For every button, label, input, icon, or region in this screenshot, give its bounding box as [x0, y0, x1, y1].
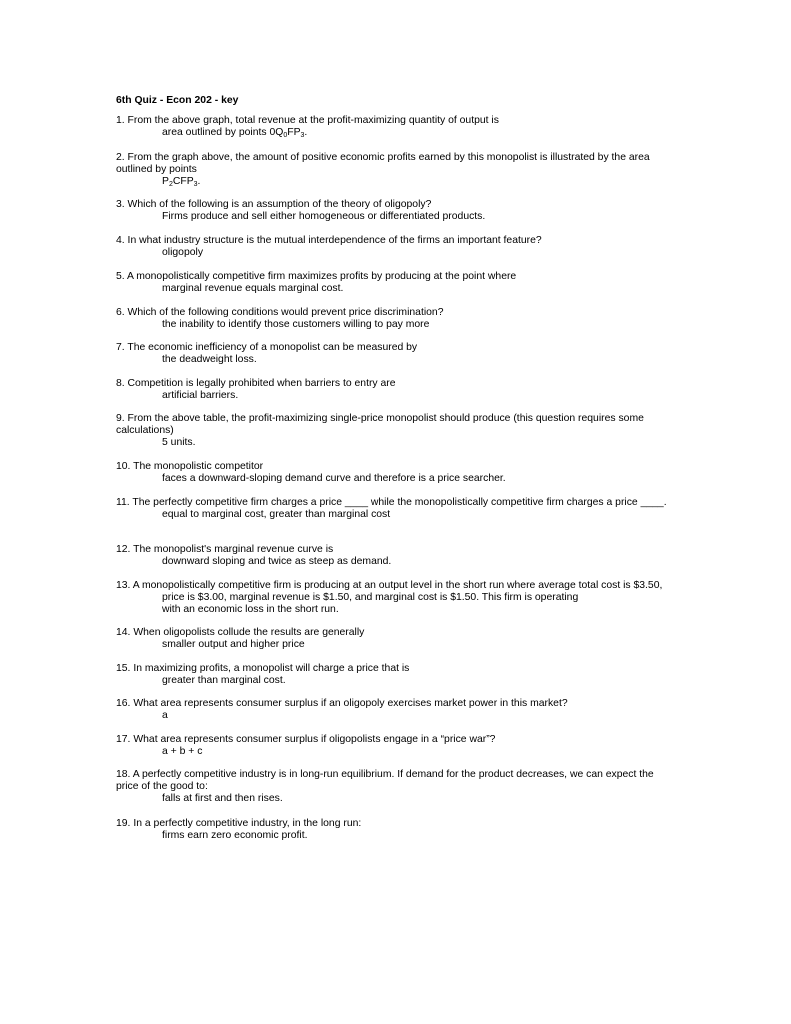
question-3 [116, 199, 676, 223]
question-9 [116, 413, 676, 449]
question-text: 4. In what industry structure is the mutual interdependence of the firms an important feature? [116, 235, 542, 246]
question-text: 1. From the above graph, total revenue at the profit-maximizing quantity of output is [116, 115, 499, 126]
answer-text: falls at first and then rises. [162, 793, 283, 804]
question-14 [116, 627, 676, 651]
question-text: 3. Which of the following is an assumption of the theory of oligopoly? [116, 199, 432, 210]
answer-text: faces a downward-sloping demand curve and therefore is a price searcher. [162, 473, 506, 484]
question-text: 10. The monopolistic competitor [116, 461, 264, 472]
question-7 [116, 342, 676, 366]
answer-text: $P_2CFP_3$. [162, 176, 201, 188]
answer-text: a [162, 710, 168, 721]
question-16 [116, 698, 676, 722]
question-19 [116, 818, 676, 842]
question-11 [116, 497, 716, 521]
question-text: 17. What area represents consumer surplus if oligopolists engage in a “price war”? [116, 734, 496, 745]
question-1 [116, 115, 676, 139]
answer-text: equal to marginal cost, greater than marginal cost [162, 509, 391, 520]
page-title: 6th Quiz - Econ 202 - key [116, 95, 239, 106]
question-4 [116, 235, 676, 259]
question-17 [116, 734, 676, 758]
question-18 [116, 769, 676, 805]
question-15 [116, 663, 676, 687]
question-2 [116, 152, 676, 188]
question-text: 19. In a perfectly competitive industry, in the long run: [116, 818, 362, 829]
answer-text: the deadweight loss. [162, 354, 257, 365]
answer-text: downward sloping and twice as steep as demand. [162, 556, 392, 567]
question-text: 18. A perfectly competitive industry is in long-run equilibrium. If demand for the product decreases, we can expect the price of the good to: [116, 769, 654, 792]
question-text: 13. A monopolistically competitive firm is producing at an output level in the short run where average total cost is $3.50, [116, 580, 663, 591]
answer-text: greater than marginal cost. [162, 675, 286, 686]
answer-text: 5 units. [162, 437, 196, 448]
answer-text: area outlined by points $0Q_0FP_3$. [162, 127, 308, 139]
answer-text: firms earn zero economic profit. [162, 830, 308, 841]
question-text: 2. From the graph above, the amount of positive economic profits earned by this monopolist is illustrated by the area outlined by points [116, 152, 650, 175]
question-text: 15. In maximizing profits, a monopolist will charge a price that is [116, 663, 410, 674]
answer-text: marginal revenue equals marginal cost. [162, 283, 344, 294]
question-text: 9. From the above table, the profit-maximizing single-price monopolist should produce (this question requires some calculations) [116, 413, 644, 436]
answer-text: price is $3.00, marginal revenue is $1.50, and marginal cost is $1.50. This firm is operating [162, 592, 579, 603]
answer-text: oligopoly [162, 247, 204, 258]
question-text: 5. A monopolistically competitive firm maximizes profits by producing at the point where [116, 271, 517, 282]
question-text: 16. What area represents consumer surplus if an oligopoly exercises market power in this market? [116, 698, 568, 709]
answer-text: artificial barriers. [162, 390, 239, 401]
question-text: 12. The monopolist's marginal revenue curve is [116, 544, 334, 555]
question-5 [116, 271, 676, 295]
question-text: 11. The perfectly competitive firm charges a price ____ while the monopolistically competitive firm charges a price ____. [116, 497, 667, 508]
question-text: 6. Which of the following conditions would prevent price discrimination? [116, 307, 444, 318]
answer-text: smaller output and higher price [162, 639, 305, 650]
answer-text: Firms produce and sell either homogeneous or differentiated products. [162, 211, 486, 222]
question-text: 7. The economic inefficiency of a monopolist can be measured by [116, 342, 418, 353]
answer-text: a + b + c [162, 746, 203, 757]
question-8 [116, 378, 676, 402]
question-10 [116, 461, 676, 485]
question-6 [116, 307, 676, 331]
question-text: 14. When oligopolists collude the results are generally [116, 627, 365, 638]
question-text: 8. Competition is legally prohibited when barriers to entry are [116, 378, 396, 389]
answer-text: the inability to identify those customers willing to pay more [162, 319, 430, 330]
answer-text-continued: with an economic loss in the short run. [162, 604, 339, 615]
question-13 [116, 580, 716, 616]
question-12 [116, 544, 676, 568]
